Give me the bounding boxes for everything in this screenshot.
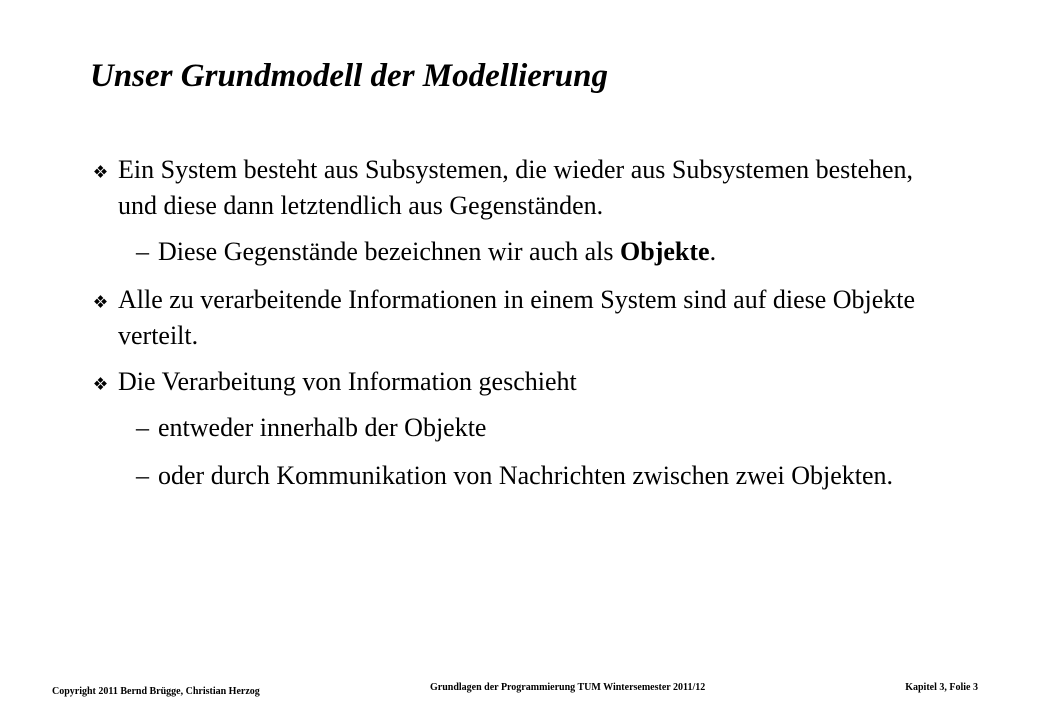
dash-marker: – (136, 461, 149, 490)
sub-bullet-item (136, 410, 948, 446)
footer-copyright: Copyright 2011 Bernd Brügge, Christian Herzog (52, 686, 260, 697)
slide-title: Unser Grundmodell der Modellierung (90, 58, 608, 94)
dash-marker: – (136, 413, 149, 442)
bullet-text: Alle zu verarbeitende Informationen in einem System sind auf diese Objekte verteilt. (118, 285, 916, 350)
sub-bullet-item (136, 458, 948, 494)
sub-bullet-text: entweder innerhalb der Objekte (158, 413, 487, 442)
bullet-text: Die Verarbeitung von Information geschieht (118, 367, 577, 396)
footer-course: Grundlagen der Programmierung TUM Wintersemester 2011/12 (430, 682, 706, 693)
bullet-item (118, 364, 918, 400)
footer-slide-ref: Kapitel 3, Folie 3 (905, 682, 978, 693)
dash-marker: – (136, 237, 149, 266)
diamond-bullet-icon (93, 164, 109, 180)
sub-bullet-text: Diese Gegenstände bezeichnen wir auch als Objekte. (158, 237, 717, 266)
sub-bullet-item (136, 234, 948, 270)
slide-content (0, 152, 1040, 506)
diamond-bullet-icon (93, 376, 109, 392)
bullet-item (118, 152, 918, 224)
bullet-item (118, 282, 918, 354)
bullet-text: Ein System besteht aus Subsystemen, die wieder aus Subsystemen bestehen, und diese dann letztendlich aus Gegenständen. (118, 155, 914, 220)
sub-bullet-text: oder durch Kommunikation von Nachrichten zwischen zwei Objekten. (158, 461, 893, 490)
diamond-bullet-icon (93, 294, 109, 310)
emphasis-objekte: Objekte (620, 237, 710, 266)
